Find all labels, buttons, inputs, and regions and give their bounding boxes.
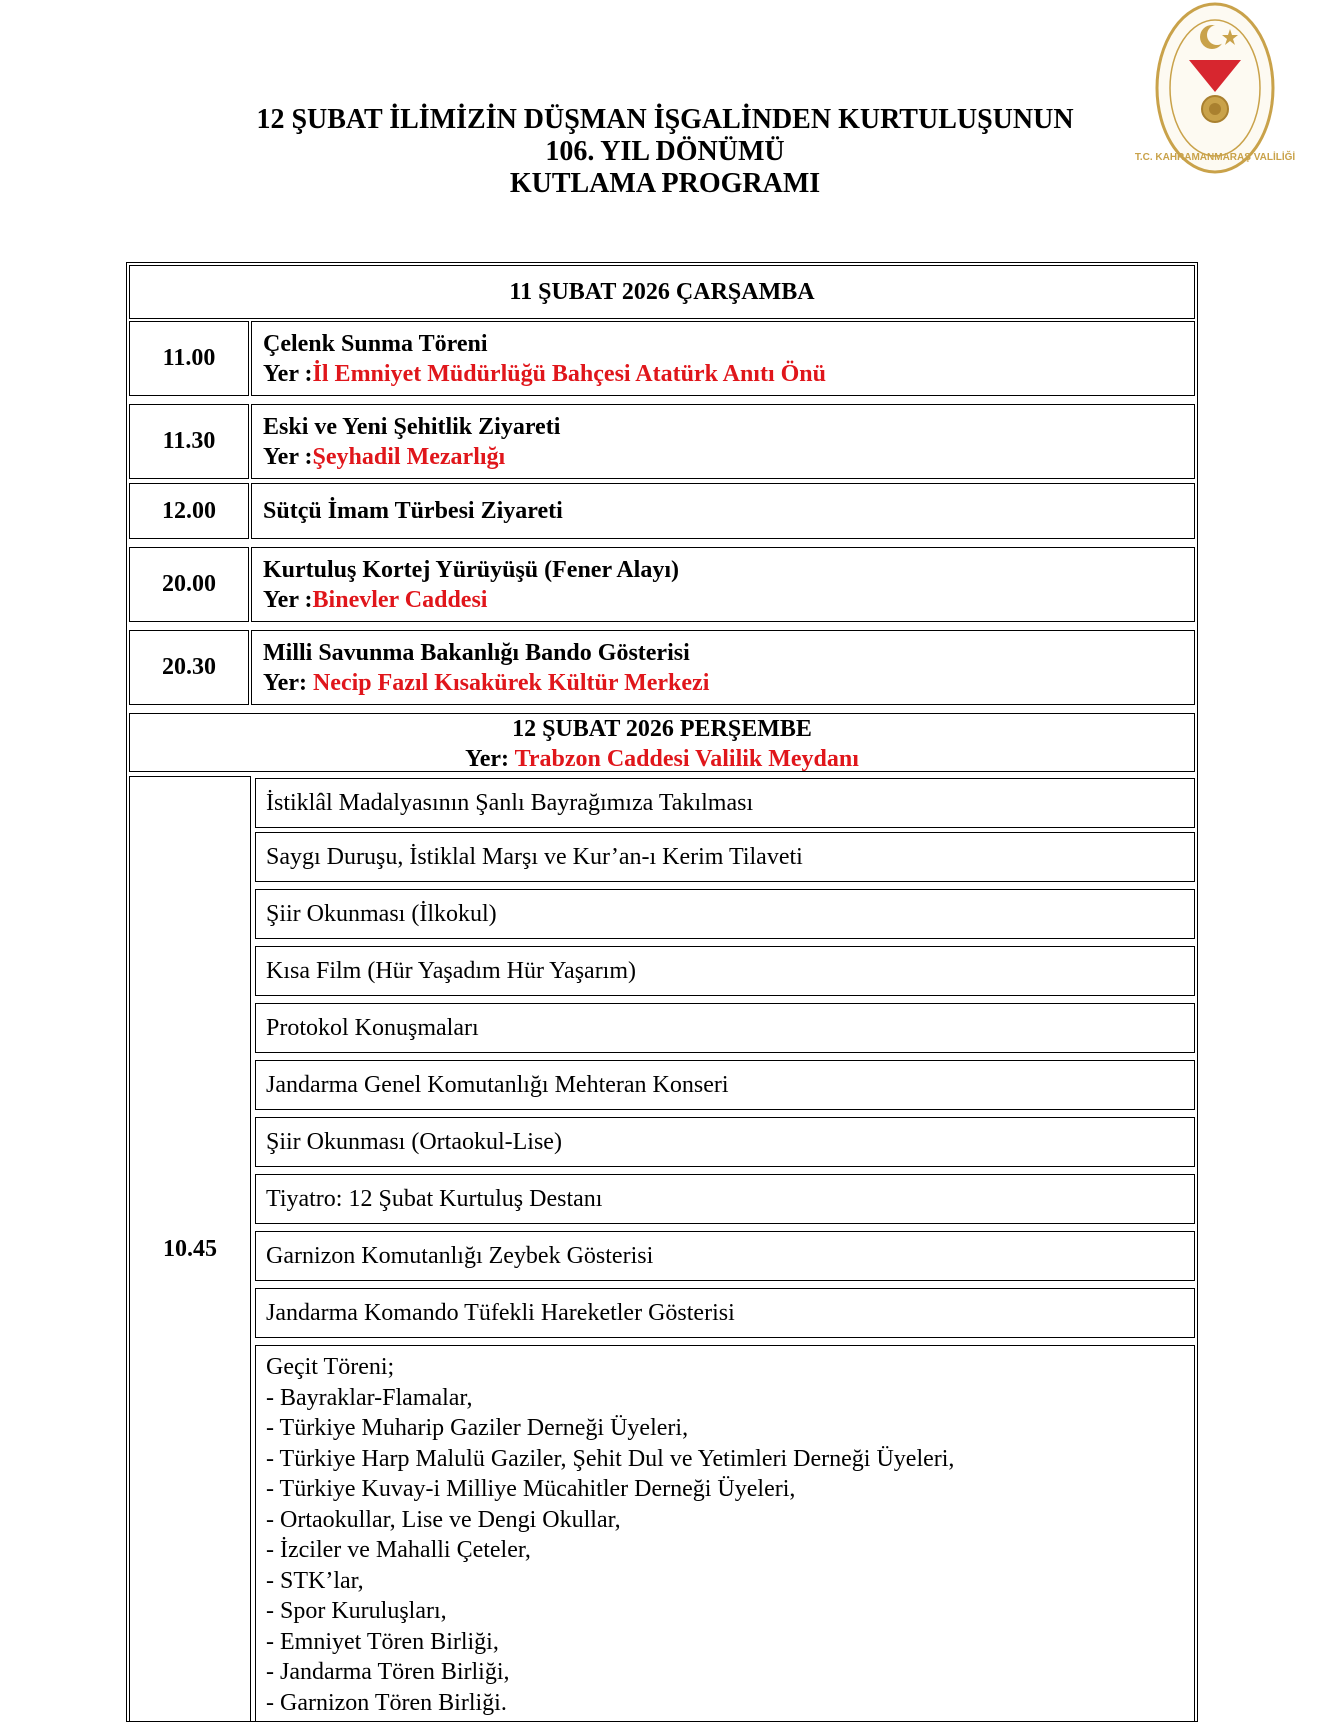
seal-text: T.C. KAHRAMANMARAŞ VALİLİĞİ: [1134, 152, 1296, 163]
event-cell: [251, 630, 1195, 705]
time-cell: 20.30: [129, 630, 249, 705]
event-cell: [251, 483, 1195, 539]
parade-item: - Türkiye Harp Malulü Gaziler, Şehit Dul ve Yetimleri Derneği Üyeleri,: [266, 1445, 955, 1472]
program-item: Jandarma Genel Komutanlığı Mehteran Konseri: [255, 1060, 1195, 1110]
event-title: Sütçü İmam Türbesi Ziyareti: [263, 498, 563, 524]
program-item: İstiklâl Madalyasının Şanlı Bayrağımıza Takılması: [255, 778, 1195, 828]
time-cell: 10.45: [129, 776, 251, 1722]
event-title: Eski ve Yeni Şehitlik Ziyareti: [263, 413, 561, 440]
program-item: Protokol Konuşmaları: [255, 1003, 1195, 1053]
parade-item: - Emniyet Tören Birliği,: [266, 1628, 499, 1655]
program-item: Garnizon Komutanlığı Zeybek Gösterisi: [255, 1231, 1195, 1281]
day2-place: Yer: Trabzon Caddesi Valilik Meydanı: [465, 746, 859, 772]
parade-item: - Garnizon Tören Birliği.: [266, 1689, 507, 1716]
parade-item: - Ortaokullar, Lise ve Dengi Okullar,: [266, 1506, 621, 1533]
parade-item: - İzciler ve Mahalli Çeteler,: [266, 1537, 531, 1563]
event-title: Çelenk Sunma Töreni: [263, 330, 488, 357]
program-item: Jandarma Komando Tüfekli Hareketler Gösterisi: [255, 1288, 1195, 1338]
program-item: Şiir Okunması (İlkokul): [255, 889, 1195, 939]
program-item: Saygı Duruşu, İstiklal Marşı ve Kur’an-ı Kerim Tilaveti: [255, 832, 1195, 882]
event-title: Kurtuluş Kortej Yürüyüşü (Fener Alayı): [263, 556, 680, 583]
time-cell: 12.00: [129, 483, 249, 539]
event-place: Yer :Şeyhadil Mezarlığı: [263, 443, 506, 470]
page-title: [0, 104, 1330, 200]
parade-item: - STK’lar,: [266, 1567, 364, 1594]
event-cell: [251, 547, 1195, 622]
parade-item: - Türkiye Muharip Gaziler Derneği Üyeleri,: [266, 1415, 689, 1441]
title-line-1: 12 ŞUBAT İLİMİZİN DÜŞMAN İŞGALİNDEN KURTULUŞUNUN: [256, 104, 1074, 135]
program-item: Şiir Okunması (Ortaokul-Lise): [255, 1117, 1195, 1167]
title-line-3: KUTLAMA PROGRAMI: [509, 168, 821, 199]
program-item: Kısa Film (Hür Yaşadım Hür Yaşarım): [255, 946, 1195, 996]
event-cell: [251, 321, 1195, 396]
event-place: Yer :Binevler Caddesi: [263, 586, 488, 613]
event-place: Yer: Necip Fazıl Kısakürek Kültür Merkezi: [263, 669, 710, 696]
event-cell: [251, 404, 1195, 479]
parade-item: - Türkiye Kuvay-i Milliye Mücahitler Derneği Üyeleri,: [266, 1476, 796, 1502]
time-cell: 11.30: [129, 404, 249, 479]
title-line-2: 106. YIL DÖNÜMÜ: [545, 136, 785, 167]
time-cell: 20.00: [129, 547, 249, 622]
event-place: Yer :İl Emniyet Müdürlüğü Bahçesi Atatürk Anıtı Önü: [263, 360, 826, 387]
parade-title: Geçit Töreni;: [266, 1354, 395, 1380]
program-item: Tiyatro: 12 Şubat Kurtuluş Destanı: [255, 1174, 1195, 1224]
parade-item: - Bayraklar-Flamalar,: [266, 1384, 473, 1411]
day1-header: 11 ŞUBAT 2026 ÇARŞAMBA: [129, 265, 1195, 319]
parade-item: - Spor Kuruluşları,: [266, 1598, 447, 1624]
day2-header: 12 ŞUBAT 2026 PERŞEMBE Yer: Trabzon Caddesi Valilik Meydanı: [129, 713, 1195, 772]
parade-cell: [255, 1345, 1195, 1722]
time-cell: 11.00: [129, 321, 249, 396]
parade-item: - Jandarma Tören Birliği,: [266, 1659, 510, 1685]
event-title: Milli Savunma Bakanlığı Bando Gösterisi: [263, 639, 690, 666]
